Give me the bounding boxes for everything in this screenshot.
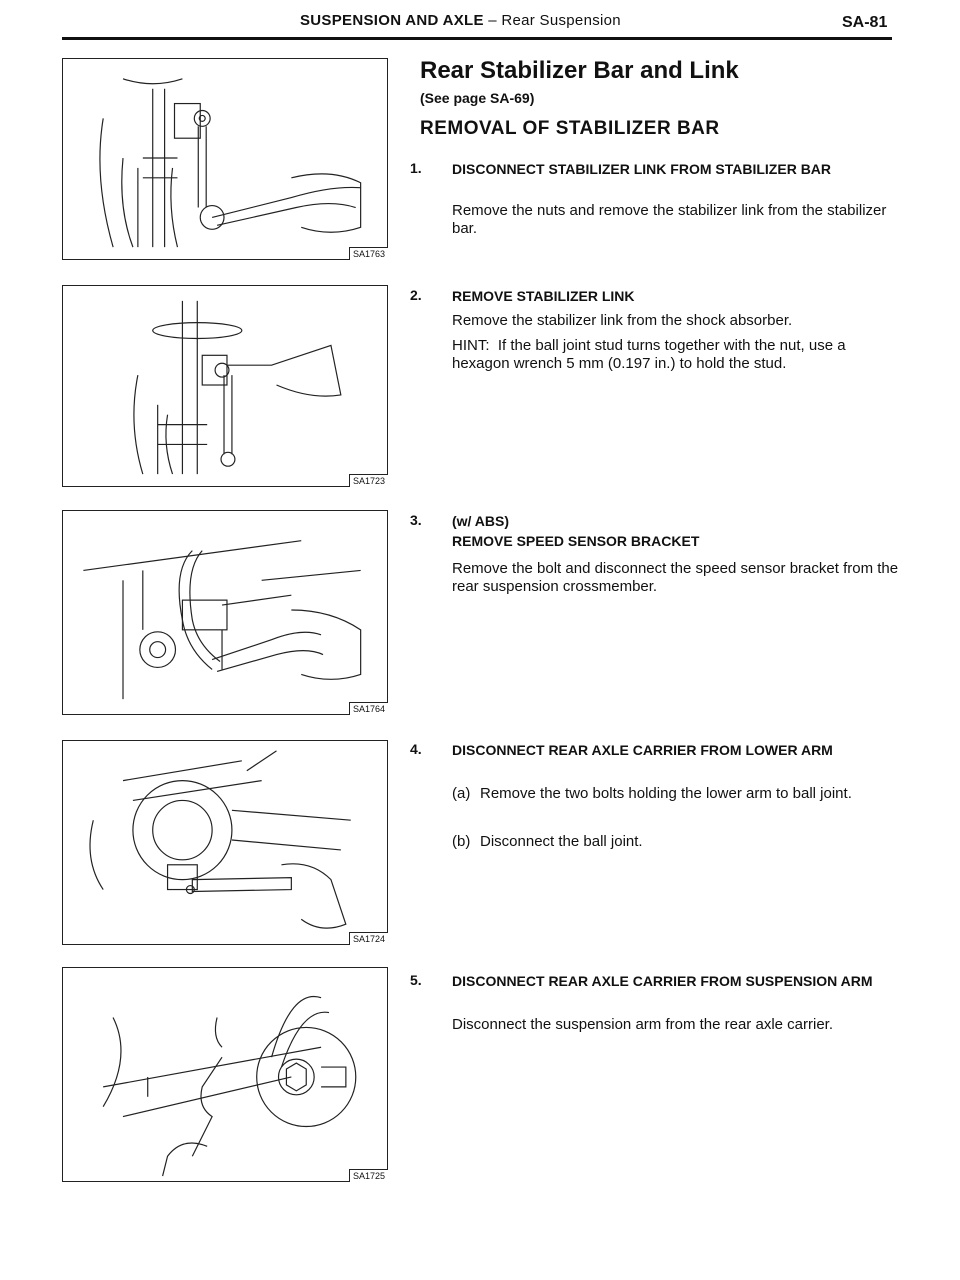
- step-1: [410, 160, 890, 250]
- step-number: 5.: [410, 972, 422, 988]
- step-title: REMOVE STABILIZER LINK: [452, 288, 635, 304]
- step-number: 1.: [410, 160, 422, 176]
- sub-step-label: (b): [452, 833, 471, 850]
- figure-2-illustration: [63, 286, 387, 486]
- step-3: [410, 512, 899, 602]
- sub-step-label: (a): [452, 785, 471, 802]
- figure-2: [62, 285, 388, 487]
- section-name: SUSPENSION AND AXLE: [300, 12, 484, 29]
- step-body: Remove the stabilizer link from the shock absorber.: [452, 312, 793, 329]
- section-title: [300, 12, 621, 29]
- hint-label: HINT:: [452, 337, 490, 354]
- step-body: Remove the nuts and remove the stabilizer link from the stabilizer bar.: [452, 202, 887, 237]
- step-body: Disconnect the suspension arm from the rear axle carrier.: [452, 1016, 833, 1033]
- figure-code: SA1723: [349, 474, 388, 487]
- step-body: Remove the bolt and disconnect the speed sensor bracket from the rear suspension crossmember.: [452, 560, 899, 595]
- header-divider: [62, 37, 892, 40]
- step-5: [410, 972, 890, 1052]
- page-header: [0, 0, 960, 50]
- see-page-reference: (See page SA-69): [420, 90, 535, 106]
- figure-3: [62, 510, 388, 715]
- page-number: SA-81: [842, 14, 888, 31]
- page-title: Rear Stabilizer Bar and Link: [420, 57, 739, 84]
- figure-code: SA1764: [349, 702, 388, 715]
- hint-note: [452, 337, 902, 373]
- step-title: REMOVE SPEED SENSOR BRACKET: [452, 533, 700, 549]
- figure-5-illustration: [63, 968, 387, 1181]
- figure-5: [62, 967, 388, 1182]
- figure-code: SA1725: [349, 1169, 388, 1182]
- section-heading: REMOVAL OF STABILIZER BAR: [420, 118, 720, 139]
- figure-1-illustration: [63, 59, 387, 259]
- section-separator: –: [483, 12, 502, 29]
- figure-3-illustration: [63, 511, 387, 714]
- hint-text: If the ball joint stud turns together with the nut, use a hexagon wrench 5 mm (0.197 in.) to hold the stud.: [452, 337, 846, 372]
- figure-code: SA1763: [349, 247, 388, 260]
- step-title: DISCONNECT STABILIZER LINK FROM STABILIZER BAR: [452, 161, 832, 177]
- section-subtitle: Rear Suspension: [501, 12, 621, 29]
- step-title-qualifier: (w/ ABS): [452, 513, 510, 529]
- step-number: 3.: [410, 512, 422, 528]
- sub-step-text: Remove the two bolts holding the lower arm to ball joint.: [480, 785, 852, 802]
- step-4: [410, 741, 890, 861]
- step-title: DISCONNECT REAR AXLE CARRIER FROM SUSPENSION ARM: [452, 973, 873, 989]
- figure-code: SA1724: [349, 932, 388, 945]
- figure-1: [62, 58, 388, 260]
- figure-4: [62, 740, 388, 945]
- step-number: 2.: [410, 287, 422, 303]
- step-2: [410, 287, 890, 387]
- step-number: 4.: [410, 741, 422, 757]
- figure-4-illustration: [63, 741, 387, 944]
- step-title: DISCONNECT REAR AXLE CARRIER FROM LOWER ARM: [452, 742, 833, 758]
- sub-step-text: Disconnect the ball joint.: [480, 833, 643, 850]
